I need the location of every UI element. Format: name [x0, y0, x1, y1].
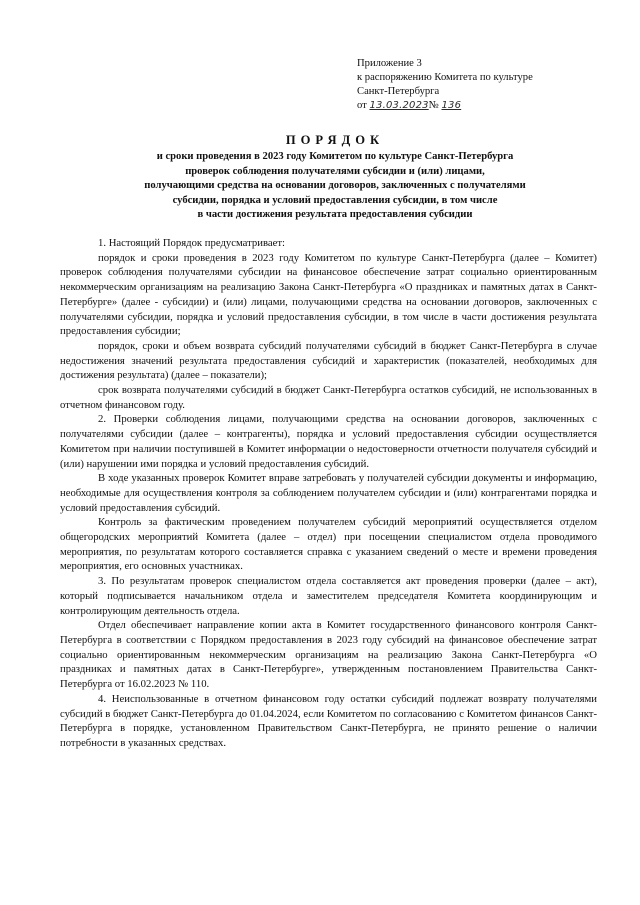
document-subtitle: [80, 150, 590, 223]
appendix-header: [357, 57, 607, 113]
subtitle-line: получающими средства на основании договоров, заключенных с получателями: [144, 180, 526, 192]
handwritten-date: 13.03.2023: [369, 100, 429, 111]
paragraph: порядок и сроки проведения в 2023 году Комитетом по культуре Санкт-Петербурга (далее – Комитет) проверок соблюдения получателями субсидии на финансовое обеспечение затрат социально ориентированным некоммерческим организациям на реализацию Закона Санкт-Петербурга «О праздниках и памятных датах в Санкт-Петербурге» (далее - субсидии) и (или) лицами, получающими средства на основании договоров, заключенных с получателями субсидии, порядка и условий предоставления субсидии, в том числе в части достижения результата предоставления субсидии;: [60, 251, 597, 338]
paragraph: В ходе указанных проверок Комитет вправе затребовать у получателей субсидии документы и информацию, необходимые для осуществления контроля за соблюдением получателем субсидии и (или) контрагентами порядка и условий предоставления субсидий.: [60, 472, 597, 514]
handwritten-number: 136: [441, 100, 462, 111]
subtitle-line: и сроки проведения в 2023 году Комитетом по культуре Санкт-Петербурга: [156, 151, 514, 162]
number-prefix: №: [428, 100, 439, 111]
appendix-date-line: [357, 99, 607, 113]
appendix-line-1: Приложение 3: [357, 58, 422, 69]
paragraph: Контроль за фактическим проведением получателем субсидий мероприятий осуществляется отделом общегородских мероприятий Комитета (далее – отдел) при посещении специалистом отдела проводимого мероприятия, по результатам которого составляется справка с указанием сведений о месте и времени проведения мероприятия, его основных участниках.: [60, 516, 597, 573]
subtitle-line: проверок соблюдения получателями субсидии и (или) лицами,: [185, 165, 485, 177]
paragraph: порядок, сроки и объем возврата субсидий получателями субсидий в бюджет Санкт-Петербурга в случае недостижения значений результата предоставления субсидий и характеристик (показателей, необходимых для достижения результата) (далее – показатели);: [60, 339, 597, 382]
subtitle-line: субсидии, порядка и условий предоставления субсидии, в том числе: [172, 194, 498, 206]
paragraph: срок возврата получателями субсидий в бюджет Санкт-Петербурга остатков субсидий, не использованных в отчетном финансовом году.: [60, 384, 597, 411]
paragraph: 4. Неиспользованные в отчетном финансовом году остатки субсидий подлежат возврату получателями субсидий в бюджет Санкт-Петербурга до 01.04.2024, если Комитетом по согласованию с Комитетом финансов Санкт-Петербурга в порядке, установленном Правительством Санкт-Петербурга, не принято решение о наличии потребности в указанных средствах.: [60, 692, 597, 749]
paragraph: 3. По результатам проверок специалистом отдела составляется акт проведения проверки (далее – акт), который подписывается начальником отдела и заместителем председателя Комитета координирующим и контролирующим деятельность отдела.: [60, 575, 597, 617]
subtitle-line: в части достижения результата предоставления субсидии: [197, 209, 473, 221]
appendix-line-2: к распоряжению Комитета по культуре: [357, 72, 533, 83]
date-prefix: от: [357, 100, 367, 111]
document-title: ПОРЯДОК: [285, 133, 385, 147]
paragraph: 1. Настоящий Порядок предусматривает:: [98, 237, 286, 249]
paragraph: 2. Проверки соблюдения лицами, получающими средства на основании договоров, заключенных с получателями субсидии (далее – контрагенты), порядка и условий предоставления субсидии осуществляется Комитетом при наличии поступившей в Комитет информации о недостоверности отчетности получателя субсидий и (или) нарушении ими порядка и условий предоставления субсидий.: [60, 413, 597, 470]
appendix-line-3: Санкт-Петербурга: [357, 86, 440, 97]
paragraph: Отдел обеспечивает направление копии акта в Комитет государственного финансового контроля Санкт-Петербурга в соответствии с Порядком предоставления в 2023 году субсидий на финансовое обеспечение затрат социально ориентированным некоммерческим организациям на реализацию Закона Санкт-Петербурга «О праздниках и памятных датах в Санкт-Петербурге», утвержденным постановлением Правительства Санкт-Петербурга от 16.02.2023 № 110.: [60, 619, 597, 691]
document-body: [60, 236, 597, 751]
